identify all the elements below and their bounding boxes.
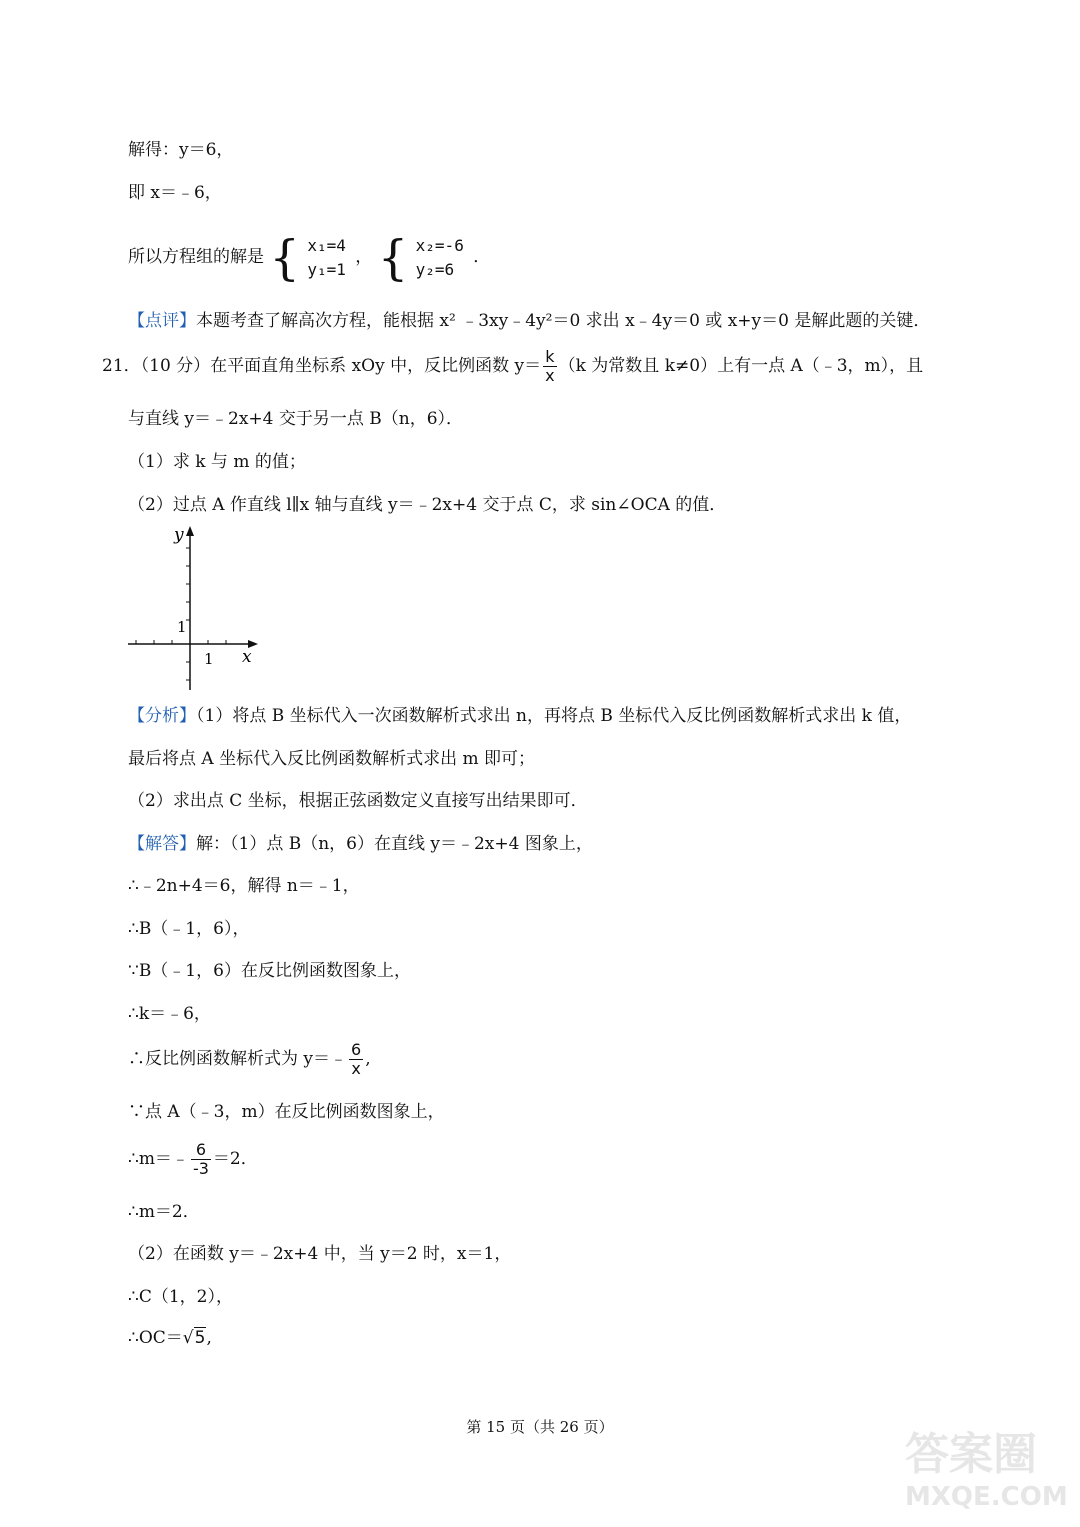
brace-1: { [269,229,300,286]
watermark-top: 答案圈 [905,1429,1037,1480]
step-11-text: ∴OC＝ [128,1328,183,1348]
step-7-end: ＝2． [212,1149,258,1169]
fraction-6-over-neg3: $\frac{6}{-3}$ [192,1140,209,1178]
comma: ， [355,247,373,267]
system-2-row-2: y₂=6 [415,259,455,279]
step-7-text: ∴m＝﹣ [128,1149,189,1169]
x-tick-label: 1 [204,650,214,668]
analysis-text-1: （1）将点 B 坐标代入一次函数解析式求出 n，再将点 B 坐标代入反比例函数解析式求出 k 值， [196,706,912,726]
question-21-line-1 [102,344,923,388]
step-2: ∴B（﹣1，6）， [128,919,250,939]
step-5 [128,1036,371,1082]
step-5-end: , [365,1049,371,1069]
system-2-row-1: x₂=-6 [415,235,464,255]
analysis-line-3: （2）求出点 C 坐标，根据正弦函数定义直接写出结果即可． [128,791,588,811]
answer-text-1: 解：（1）点 B（n，6）在直线 y＝﹣2x+4 图象上， [196,834,593,854]
step-10: ∴C（1，2）， [128,1287,233,1307]
period: ． [473,247,491,267]
step-8: ∴m＝2． [128,1202,200,1222]
step-11 [128,1326,212,1350]
question-21-part-1: （1）求 k 与 m 的值； [128,452,306,472]
fraction-6-over-x: $\frac{6}{x}$ [351,1040,362,1078]
brace-2: { [377,229,409,286]
answer-tag: 【解答】 [128,834,196,854]
system-prefix: 所以方程组的解是 [128,247,264,267]
q21-text-b: （k 为常数且 k≠0）上有一点 A（﹣3，m），且 [558,356,924,376]
step-9: （2）在函数 y＝﹣2x+4 中，当 y＝2 时，x＝1， [128,1244,512,1264]
y-tick-label: 1 [177,618,187,636]
step-4: ∴k＝﹣6， [128,1004,211,1024]
fraction-k-over-x: $\frac{k}{x}$ [545,347,555,385]
q21-text-a: 21．（10 分）在平面直角坐标系 xOy 中，反比例函数 y＝ [102,356,542,376]
step-3: ∵B（﹣1，6）在反比例函数图象上， [128,961,411,981]
system-1-row-2: y₁=1 [307,259,346,279]
coordinate-graph [120,520,270,695]
solution-line-y: 解得：y＝6， [128,140,234,160]
solution-line-x: 即 x＝﹣6， [128,183,222,203]
system-solution-line [128,222,490,292]
system-1 [307,234,346,282]
step-5-text: ∴反比例函数解析式为 y＝﹣ [128,1049,348,1069]
analysis-line-2: 最后将点 A 坐标代入反比例函数解析式求出 m 即可； [128,749,536,769]
watermark-bottom: MXQE.COM [905,1482,1068,1512]
question-21-part-2: （2）过点 A 作直线 l∥x 轴与直线 y＝﹣2x+4 交于点 C，求 sin∠OCA 的值． [128,495,727,515]
step-11-end: , [206,1328,212,1348]
analysis-tag: 【分析】 [128,706,196,726]
system-2 [416,234,464,282]
answer-line-1 [128,832,593,856]
analysis-line-1 [128,704,911,728]
step-6: ∵点 A（﹣3，m）在反比例函数图象上， [128,1102,445,1122]
x-axis-label: x [242,647,252,667]
question-21-line-2: 与直线 y＝﹣2x+4 交于另一点 B（n，6）． [128,409,464,429]
sqrt-5: √5 [182,1328,206,1348]
comment-line [128,309,930,333]
comment-text: 本题考查了解高次方程，能根据 x² ﹣3xy﹣4y²＝0 求出 x﹣4y＝0 或 x+y＝0 是解此题的关键． [196,311,931,331]
y-arrow-icon [186,526,194,536]
step-7 [128,1136,258,1182]
system-1-row-1: x₁=4 [307,235,346,255]
y-axis-label: y [174,525,184,545]
step-1: ∴﹣2n+4＝6，解得 n＝﹣1， [128,876,360,896]
page-footer: 第 15 页（共 26 页） [466,1418,614,1436]
comment-tag: 【点评】 [128,311,196,331]
